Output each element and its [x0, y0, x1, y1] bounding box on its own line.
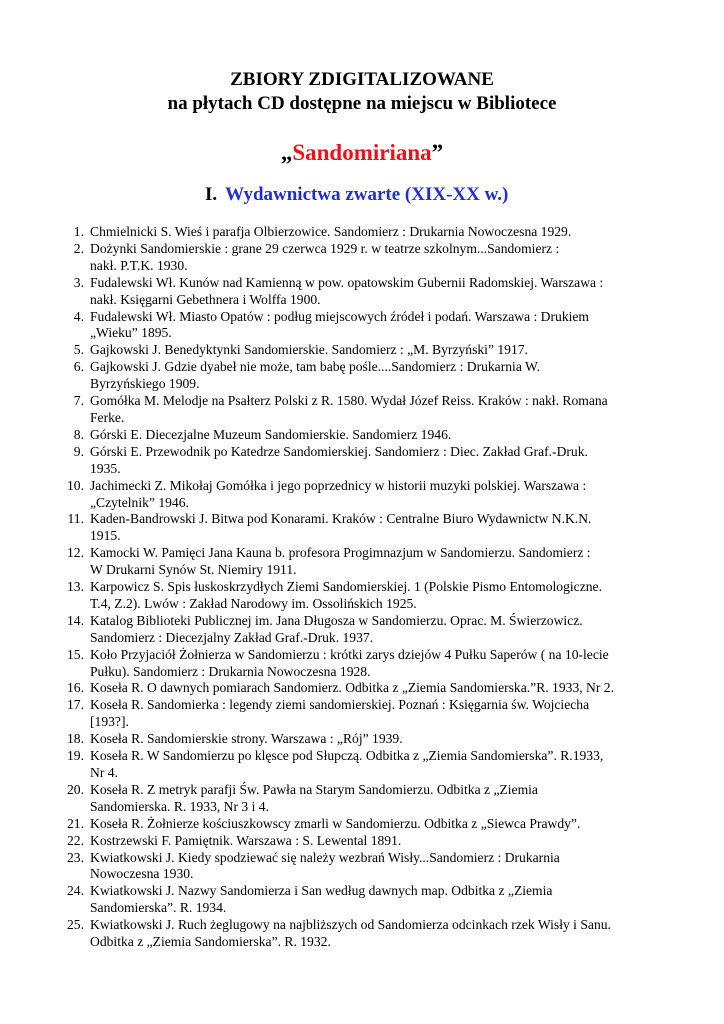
- list-item-text-line: Koseła R. Żołnierze kościuszkowscy zmarli w Sandomierzu. Odbitka z „Siewca Prawdy”.: [90, 815, 581, 831]
- list-item: [0, 731, 662, 748]
- list-item: [0, 647, 662, 681]
- list-item: [0, 393, 662, 427]
- list-item-number: 12.: [67, 545, 84, 561]
- section-title: Wydawnictwa zwarte (XIX-XX w.): [225, 184, 509, 205]
- list-item: [0, 275, 662, 309]
- list-item-number: 6.: [73, 359, 84, 375]
- list-item-text-line: Katalog Biblioteki Publicznej im. Jana Długosza w Sandomierzu. Oprac. M. Świerzowicz.: [90, 612, 583, 628]
- list-item-number: 16.: [67, 680, 84, 696]
- list-item-text-line: Odbitka z „Ziemia Sandomierska”. R. 1932.: [90, 934, 331, 950]
- list-item-number: 7.: [73, 393, 84, 409]
- list-item-text-line: Fudalewski Wł. Miasto Opatów : podług miejscowych źródeł i podań. Warszawa : Drukiem: [90, 308, 590, 324]
- list-item: [0, 309, 662, 343]
- list-item-number: 20.: [67, 781, 84, 797]
- list-item: [0, 883, 662, 917]
- list-item: [0, 816, 662, 833]
- list-item-text-line: Kostrzewski F. Pamiętnik. Warszawa : S. Lewental 1891.: [90, 832, 402, 848]
- list-item-text-line: Sandomierska. R. 1933, Nr 3 i 4.: [90, 798, 269, 814]
- list-item: [0, 444, 662, 478]
- list-item-text-line: Kaden-Bandrowski J. Bitwa pod Konarami. Kraków : Centralne Biuro Wydawnictw N.K.N.: [90, 511, 592, 527]
- list-item-number: 19.: [67, 748, 84, 764]
- list-item-number: 13.: [67, 579, 84, 595]
- list-item: [0, 833, 662, 850]
- list-item: [0, 359, 662, 393]
- list-item-text-line: Górski E. Przewodnik po Katedrze Sandomierskiej. Sandomierz : Diec. Zakład Graf.-Druk.: [90, 443, 588, 459]
- list-item-number: 18.: [67, 731, 84, 747]
- list-item-text-line: Nr 4.: [90, 765, 118, 780]
- list-item-text-line: Kwiatkowski J. Ruch żeglugowy na najbliższych od Sandomierza odcinkach rzek Wisły i Sanu.: [90, 917, 611, 933]
- list-item-number: 14.: [67, 612, 84, 628]
- collection-name: Sandomiriana: [292, 140, 432, 165]
- list-item-number: 23.: [67, 849, 84, 865]
- collection-close-quote: ”: [431, 140, 444, 165]
- list-item-text-line: T.4, Z.2). Lwów : Zakład Narodowy im. Ossolińskich 1925.: [90, 595, 417, 611]
- list-item-number: 24.: [67, 883, 84, 899]
- list-item: [0, 850, 662, 884]
- list-item-text-line: Kwiatkowski J. Kiedy spodziewać się należy wezbrań Wisły...Sandomierz : Drukarnia: [90, 849, 560, 865]
- list-item-text-line: Nowoczesna 1930.: [90, 866, 194, 882]
- list-item-number: 1.: [73, 224, 84, 239]
- list-item-text-line: Gajkowski J. Benedyktynki Sandomierskie. Sandomierz : „M. Byrzyński” 1917.: [90, 342, 528, 358]
- list-item-text-line: Gajkowski J. Gdzie dyabeł nie może, tam babę pośle....Sandomierz : Drukarnia W.: [90, 359, 540, 375]
- list-item-text-line: Karpowicz S. Spis łuskoskrzydłych Ziemi Sandomierskiej. 1 (Polskie Pismo Entomologiczne.: [90, 579, 602, 595]
- list-item-text-line: Sandomierz : Diecezjalny Zakład Graf.-Druk. 1937.: [90, 629, 374, 645]
- list-item: [0, 427, 662, 444]
- list-item-text-line: nakł. Księgarni Gebethnera i Wolffa 1900.: [90, 291, 321, 307]
- list-item-text-line: Koło Przyjaciół Żołnierza w Sandomierzu : krótki zarys dziejów 4 Pułku Saperów ( na 10-lecie: [90, 646, 609, 662]
- list-item-text-line: Koseła R. Z metryk parafji Św. Pawła na Starym Sandomierzu. Odbitka z „Ziemia: [90, 781, 538, 797]
- list-item-number: 4.: [73, 308, 84, 324]
- document-subtitle: na płytach CD dostępne na miejscu w Bibliotece: [167, 93, 557, 114]
- list-item: [0, 545, 662, 579]
- list-item-number: 3.: [73, 274, 84, 290]
- list-item-number: 10.: [67, 477, 84, 493]
- list-item-number: 21.: [67, 815, 84, 831]
- list-item-text-line: Jachimecki Z. Mikołaj Gomółka i jego poprzednicy w historii muzyki polskiej. Warszawa :: [90, 477, 587, 493]
- list-item-text-line: „Wieku” 1895.: [90, 325, 172, 341]
- list-item-text-line: Górski E. Diecezjalne Muzeum Sandomierskie. Sandomierz 1946.: [90, 426, 452, 442]
- list-item-text-line: Byrzyńskiego 1909.: [90, 376, 200, 392]
- list-item-text-line: „Czytelnik” 1946.: [90, 494, 189, 510]
- list-item: [0, 680, 662, 697]
- list-item-number: 25.: [67, 917, 84, 933]
- list-item-number: 2.: [73, 240, 84, 256]
- list-item-number: 5.: [73, 342, 84, 358]
- document-title: ZBIORY ZDIGITALIZOWANE: [230, 69, 494, 90]
- list-item-text-line: Dożynki Sandomierskie : grane 29 czerwca 1929 r. w teatrze szkolnym...Sandomierz :: [90, 240, 560, 256]
- list-item-number: 9.: [73, 443, 84, 459]
- list-item: [0, 613, 662, 647]
- list-item-text-line: Kamocki W. Pamięci Jana Kauna b. profesora Progimnazjum w Sandomierzu. Sandomierz :: [90, 545, 591, 561]
- list-item: [0, 511, 662, 545]
- list-item: [0, 342, 662, 359]
- list-item-text-line: 1915.: [90, 528, 121, 544]
- list-item: [0, 782, 662, 816]
- list-item-text-line: [193?].: [90, 714, 129, 730]
- list-item-text-line: Koseła R. Sandomierskie strony. Warszawa : „Rój” 1939.: [90, 731, 403, 747]
- section-heading: [205, 184, 508, 206]
- list-item-text-line: Koseła R. O dawnych pomiarach Sandomierz. Odbitka z „Ziemia Sandomierska.”R. 1933, Nr 2.: [90, 680, 614, 696]
- list-item-text-line: Chmielnicki S. Wieś i parafja Olbierzowice. Sandomierz : Drukarnia Nowoczesna 1929.: [90, 224, 572, 239]
- list-item-text-line: W Drukarni Synów St. Niemiry 1911.: [90, 562, 297, 578]
- list-item-text-line: Fudalewski Wł. Kunów nad Kamienną w pow. opatowskim Gubernii Radomskiej. Warszawa :: [90, 274, 604, 290]
- list-item-text-line: nakł. P.T.K. 1930.: [90, 257, 188, 273]
- list-item: [0, 224, 662, 241]
- list-item: [0, 579, 662, 613]
- list-item: [0, 241, 662, 275]
- collection-heading: [0, 140, 724, 166]
- list-item-number: 11.: [67, 511, 84, 527]
- list-item: [0, 917, 662, 951]
- list-item: [0, 697, 662, 731]
- collection-open-quote: „: [280, 140, 293, 165]
- section-number: I.: [205, 184, 218, 205]
- list-item: [0, 478, 662, 512]
- list-item-number: 22.: [67, 832, 84, 848]
- bibliography-list: [0, 224, 724, 951]
- list-item-text-line: Koseła R. W Sandomierzu po klęsce pod Słupczą. Odbitka z „Ziemia Sandomierska”. R.1933,: [90, 748, 604, 764]
- list-item-text-line: 1935.: [90, 460, 121, 476]
- list-item-text-line: Pułku). Sandomierz : Drukarnia Nowoczesna 1928.: [90, 663, 371, 679]
- list-item-text-line: Ferke.: [90, 409, 125, 425]
- list-item-text-line: Sandomierska”. R. 1934.: [90, 900, 227, 916]
- list-item-number: 15.: [67, 646, 84, 662]
- list-item: [0, 748, 662, 782]
- list-item-text-line: Kwiatkowski J. Nazwy Sandomierza i San według dawnych map. Odbitka z „Ziemia: [90, 883, 553, 899]
- list-item-number: 8.: [73, 426, 84, 442]
- list-item-number: 17.: [67, 697, 84, 713]
- list-item-text-line: Koseła R. Sandomierka : legendy ziemi sandomierskiej. Poznań : Księgarnia św. Wojciecha: [90, 697, 590, 713]
- list-item-text-line: Gomółka M. Melodje na Psałterz Polski z R. 1580. Wydał Józef Reiss. Kraków : nakł. Romana: [90, 393, 608, 409]
